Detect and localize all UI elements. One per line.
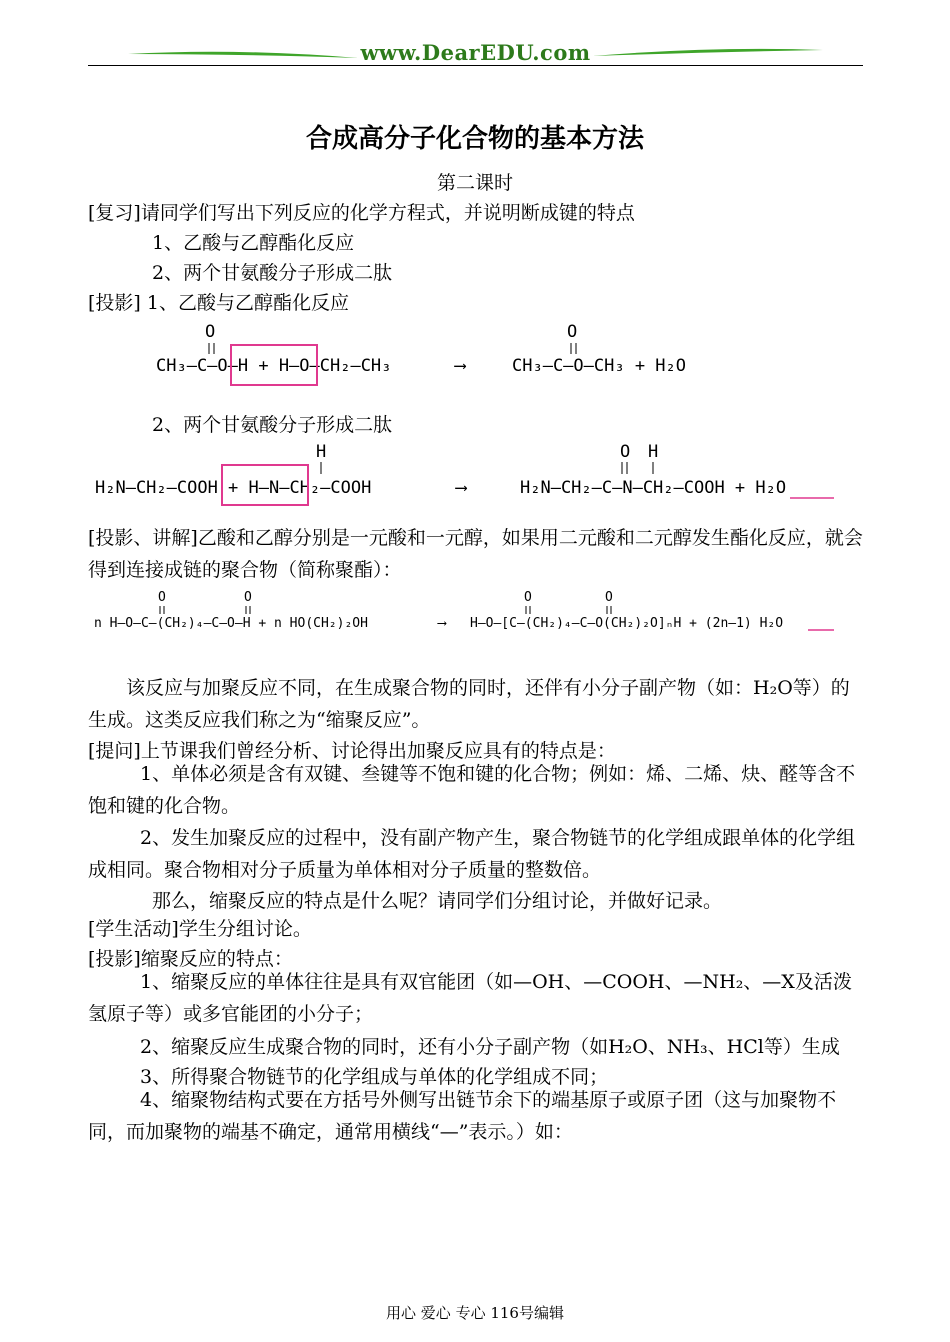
- projection-3-label: [投影]缩聚反应的特点：: [88, 948, 293, 970]
- carbonyl-o-6: O: [524, 590, 532, 605]
- page-title: 合成高分子化合物的基本方法: [305, 124, 644, 154]
- page-subtitle: 第二课时: [436, 172, 513, 194]
- amine-h-right: H: [648, 442, 659, 462]
- feature-3: 3、所得聚合物链节的化学组成与单体的化学组成不同；: [140, 1066, 609, 1088]
- activity-text: [学生活动]学生分组讨论。: [88, 918, 312, 940]
- feature-1: 1、缩聚反应的单体往往是具有双官能团（如—OH、—COOH、—NH₂、—X及活泼氢原子等）或多官能团的小分子；: [88, 971, 852, 1025]
- equation-2-left: H₂N–CH₂–COOH + H–N–CH₂–COOH: [95, 478, 372, 498]
- carbonyl-o-1: O: [205, 322, 216, 342]
- review-item-1: 1、乙酸与乙醇酯化反应: [152, 232, 355, 254]
- equation-3-right: H–O–[C–(CH₂)₄–C–O(CH₂)₂O]ₙH + (2n–1) H₂O: [470, 616, 784, 631]
- carbonyl-o-3: O: [620, 442, 631, 462]
- equation-1-arrow: ⟶: [455, 356, 466, 376]
- question-point-3: 那么，缩聚反应的特点是什么呢？请同学们分组讨论，并做好记录。: [152, 890, 723, 912]
- carbonyl-o-4: O: [158, 590, 166, 605]
- feature-4: 4、缩聚物结构式要在方括号外侧写出链节余下的端基原子或原子团（这与加聚物不同，而加聚物的端基不确定，通常用横线“—”表示。）如：: [88, 1089, 837, 1143]
- review-item-2: 2、两个甘氨酸分子形成二肽: [152, 262, 393, 284]
- equation-3-left: n H–O–C–(CH₂)₄–C–O–H + n HO(CH₂)₂OH: [94, 616, 368, 631]
- feature-2: 2、缩聚反应生成聚合物的同时，还有小分子副产物（如H₂O、NH₃、HCl等）生成: [140, 1036, 840, 1058]
- equation-2-arrow: ⟶: [456, 478, 467, 498]
- equation-1-left: CH₃–C–O–H + H–O–CH₂–CH₃: [156, 356, 392, 376]
- projection-1-label: [投影] 1、乙酸与乙醇酯化反应: [88, 292, 349, 314]
- question-point-1: 1、单体必须是含有双键、叁键等不饱和键的化合物；例如：烯、二烯、炔、醛等含不饱和键的化合物。: [88, 763, 856, 817]
- carbonyl-o-5: O: [244, 590, 252, 605]
- carbonyl-o-2: O: [567, 322, 578, 342]
- review-intro: [复习]请同学们写出下列反应的化学方程式，并说明断成键的特点: [88, 202, 635, 224]
- header-url: www.DearEDU.com: [360, 40, 591, 65]
- projection-1-item-2: 2、两个甘氨酸分子形成二肽: [152, 414, 393, 436]
- equation-3-arrow: ⟶: [438, 616, 446, 631]
- explain-text: 该反应与加聚反应不同，在生成聚合物的同时，还伴有小分子副产物（如：H₂O等）的生成。这类反应我们称之为“缩聚反应”。: [88, 677, 850, 731]
- equation-1-right: CH₃–C–O–CH₃ + H₂O: [512, 356, 686, 376]
- question-point-2: 2、发生加聚反应的过程中，没有副产物产生，聚合物链节的化学组成跟单体的化学组成相同。聚合物相对分子质量为单体相对分子质量的整数倍。: [88, 827, 856, 881]
- page-footer: 用心 爱心 专心 116号编辑: [386, 1304, 564, 1322]
- question-label: [提问]上节课我们曾经分析、讨论得出加聚反应具有的特点是：: [88, 740, 616, 762]
- equation-2-right: H₂N–CH₂–C–N–CH₂–COOH + H₂O: [520, 478, 787, 498]
- carbonyl-o-7: O: [605, 590, 613, 605]
- projection-2-text: [投影、讲解]乙酸和乙醇分别是一元酸和一元醇，如果用二元酸和二元醇发生酯化反应，就会得到连接成链的聚合物（简称聚酯）：: [88, 527, 863, 581]
- amine-h-left: H: [316, 442, 327, 462]
